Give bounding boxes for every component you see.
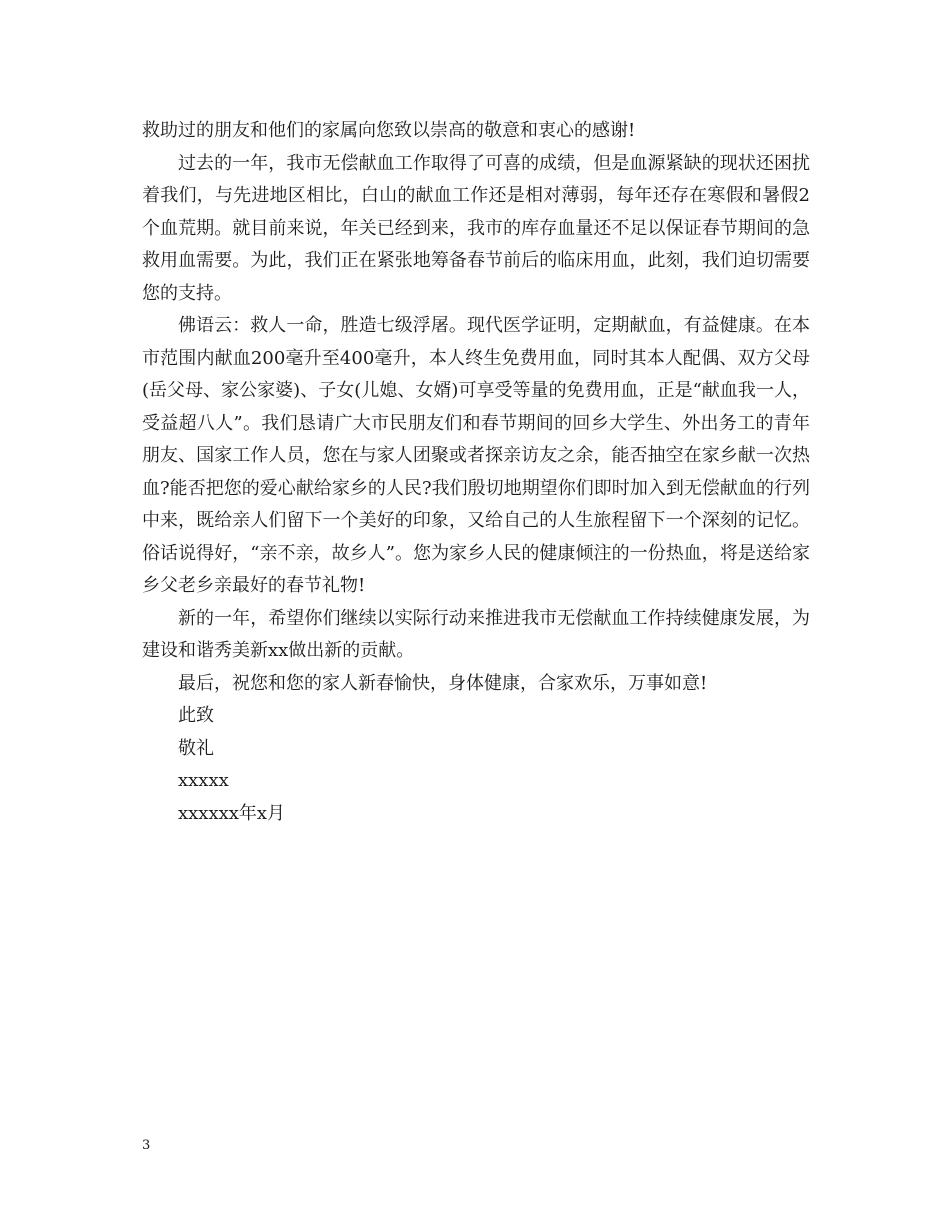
paragraph-appeal: 佛语云：救人一命，胜造七级浮屠。现代医学证明，定期献血，有益健康。在本市范围内献血200毫升至400毫升，本人终生免费用血，同时其本人配偶、双方父母(岳父母、家公家婆)、子女(儿媳、女婿)可享受等量的免费用血，正是“献血我一人，受益超八人”。我们恳请广大市民朋友们和春节期间的回乡大学生、外出务工的青年朋友、国家工作人员，您在与家人团聚或者探亲访友之余，能否抽空在家乡献一次热血?能否把您的爱心献给家乡的人民?我们殷切地期望你们即时加入到无偿献血的行列中来，既给亲人们留下一个美好的印象，又给自己的人生旅程留下一个深刻的记忆。俗话说得好，“亲不亲，故乡人”。您为家乡人民的健康倾注的一份热血，将是送给家乡父老乡亲最好的春节礼物!: [142, 315, 810, 596]
signature: xxxxx: [178, 770, 229, 791]
paragraph-new-year-hope: 新的一年，希望你们继续以实际行动来推进我市无偿献血工作持续健康发展，为建设和谐秀美新xx做出新的贡献。: [142, 607, 810, 661]
paragraph-wishes: 最后，祝您和您的家人新春愉快，身体健康，合家欢乐，万事如意!: [178, 672, 708, 694]
closing-salutation-1: 此致: [178, 705, 214, 726]
page-number: 3: [142, 1138, 151, 1153]
closing-salutation-2: 敬礼: [178, 737, 214, 759]
paragraph-blood-shortage: 过去的一年，我市无偿献血工作取得了可喜的成绩，但是血源紧缺的现状还困扰着我们，与先进地区相比，白山的献血工作还是相对薄弱，每年还存在寒假和暑假2个血荒期。就目前来说，年关已经到来，我市的库存血量还不足以保证春节期间的急救用血需要。为此，我们正在紧张地筹备春节前后的临床用血，此刻，我们迫切需要您的支持。: [142, 152, 810, 304]
date: xxxxxx年x月: [178, 802, 286, 824]
letter-body: [142, 115, 810, 830]
paragraph-continuation: 救助过的朋友和他们的家属向您致以崇高的敬意和衷心的感谢!: [142, 120, 636, 141]
